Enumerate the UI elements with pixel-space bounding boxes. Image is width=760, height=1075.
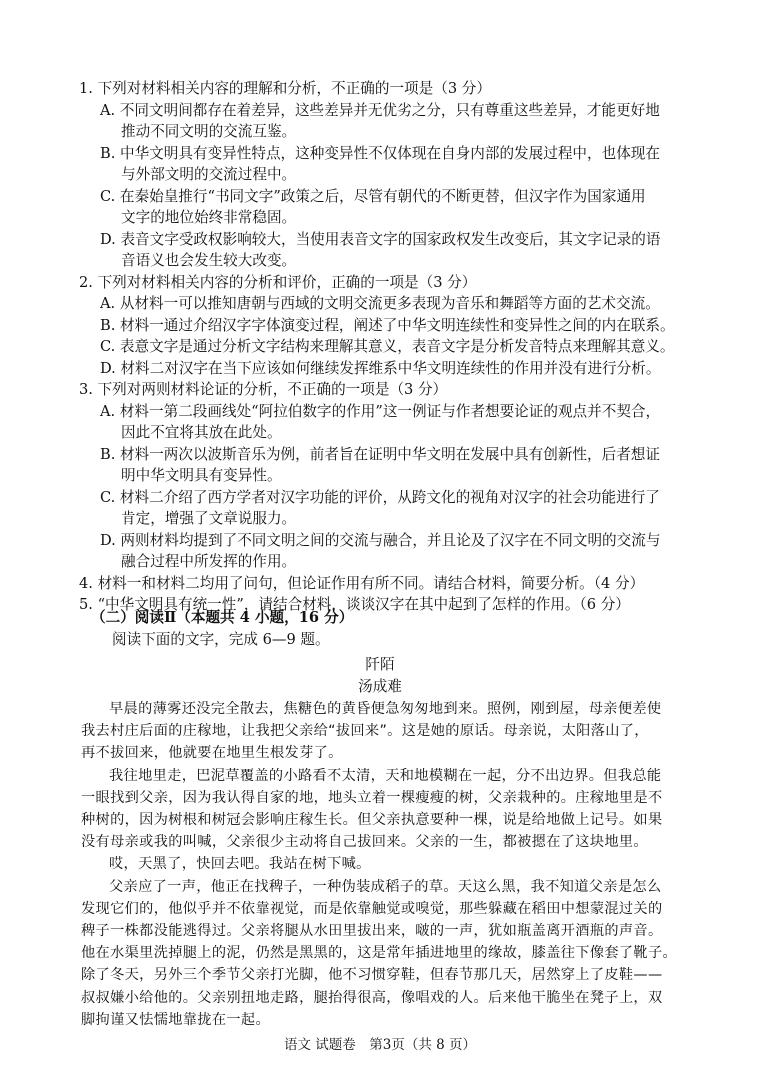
option-line: C. 表意文字是通过分析文字结构来理解其意义，表音文字是分析发音特点来理解其意义。 [100, 338, 675, 355]
option-line: A. 不同文明间都存在着差异，这些差异并无优劣之分，只有尊重这些差异，才能更好地 [100, 101, 660, 119]
section-intro: 阅读下面的文字，完成 6—9 题。 [112, 631, 330, 648]
option-line: D. 表音文字受政权影响较大，当使用表音文字的国家政权发生改变后，其文字记录的语 [100, 230, 661, 248]
article-line: 早晨的薄雾还没完全散去，焦糖色的黄昏便急匆匆地到来。照例，刚到屋，母亲便差使 [109, 701, 662, 717]
article-line: 种树的，因为树根和树冠会影响庄稼生长。但父亲执意要种一棵，说是给地做上记号。如果 [81, 812, 663, 828]
question-stem: 3. 下列对两则材料论证的分析，不正确的一项是（3 分） [79, 381, 448, 398]
section-header: （二）阅读Ⅱ（本题共 4 小题，16 分） [91, 609, 354, 626]
article-author: 汤成难 [358, 678, 402, 695]
question-stem: 2. 下列对材料相关内容的分析和评价，正确的一项是（3 分） [79, 273, 477, 291]
article-line: 再不拔回来，他就要在地里生根发芽了。 [81, 745, 343, 762]
option-continuation: 融合过程中所发挥的作用。 [121, 553, 297, 570]
article-line: 他在水渠里洗掉腿上的泥，仍然是黑黑的，这是常年插进地里的缘故，膝盖往下像套了靴子。 [81, 945, 678, 962]
option-continuation: 音语义也会发生较大改变。 [121, 252, 297, 269]
option-line: B. 中华文明具有变异性特点，这种变异性不仅体现在自身内部的发展过程中，也体现在 [100, 144, 660, 162]
article-line: 一眼找到父亲，因为我认得自家的地，地头立着一棵瘦瘦的树，父亲栽种的。庄稼地里是不 [81, 789, 663, 806]
option-line: D. 两则材料均提到了不同文明之间的交流与融合，并且论及了汉字在不同文明的交流与 [100, 531, 661, 549]
option-line: C. 材料二介绍了西方学者对汉字功能的评价，从跨文化的视角对汉字的社会功能进行了 [100, 488, 660, 506]
question-stem: 1. 下列对材料相关内容的理解和分析，不正确的一项是（3 分） [79, 80, 491, 97]
article-line: 我去村庄后面的庄稼地，让我把父亲给“拔回来”。这是她的原话。母亲说，太阳落山了， [81, 723, 649, 740]
option-line: C. 在秦始皇推行“书同文字”政策之后，尽管有朝代的不断更替，但汉字作为国家通用 [100, 187, 646, 205]
option-line: D. 材料二对汉字在当下应该如何继续发挥维系中华文明连续性的作用并没有进行分析。 [100, 359, 661, 377]
option-continuation: 明中华文明具有变异性。 [121, 467, 282, 484]
option-continuation: 与外部文明的交流过程中。 [121, 166, 297, 183]
page-footer: 语文 试题卷 第3页（共 8 页） [283, 1037, 477, 1053]
option-continuation: 文字的地位始终非常稳固。 [121, 209, 297, 226]
article-line: 发现它们的，他似乎并不依靠视觉，而是依靠触觉或嗅觉，那些躲藏在稻田中想蒙混过关的 [81, 900, 663, 917]
article-title: 阡陌 [365, 656, 395, 673]
article-line: 除了冬天，另外三个季节父亲打光脚，他不习惯穿鞋，但春节那几天，居然穿上了皮鞋—— [81, 967, 663, 984]
option-line: A. 从材料一可以推知唐朝与西域的文明交流更多表现为音乐和舞蹈等方面的艺术交流。 [100, 295, 660, 312]
option-line: B. 材料一两次以波斯音乐为例，前者旨在证明中华文明在发展中具有创新性，后者想证 [100, 445, 660, 463]
article-line: 哎，天黑了，快回去吧。我站在树下喊。 [109, 856, 371, 873]
article-line: 叔叔嫌小给他的。父亲别扭地走路，腿抬得很高，像唱戏的人。后来他干脆坐在凳子上，双 [81, 989, 663, 1006]
option-line: B. 材料一通过介绍汉字字体演变过程，阐述了中华文明连续性和变异性之间的内在联系。 [100, 316, 675, 334]
article-line: 我往地里走，巴泥草覆盖的小路看不太清，天和地模糊在一起，分不出边界。但我总能 [109, 767, 662, 784]
option-continuation: 因此不宜将其放在此处。 [121, 424, 282, 441]
article-line: 父亲应了一声，他正在找稗子，一种伪装成稻子的草。天这么黑，我不知道父亲是怎么 [109, 878, 662, 895]
question-stem: 4. 材料一和材料二均用了问句，但论证作用有所不同。请结合材料，简要分析。（4 分） [79, 574, 645, 592]
article-line: 没有母亲或我的叫喊，父亲很少主动将自己拔回来。父亲的一生，都被摁在了这块地里。 [81, 834, 648, 851]
option-continuation: 推动不同文明的交流互鉴。 [121, 123, 297, 140]
article-line: 脚拘谨又怯懦地靠拢在一起。 [81, 1011, 270, 1028]
question-stem: 5. “中华文明具有统一性”，请结合材料，谈谈汉字在其中起到了怎样的作用。（6 分） [79, 596, 630, 613]
option-continuation: 肯定，增强了文章说服力。 [121, 510, 297, 527]
option-line: A. 材料一第二段画线处“阿拉伯数字的作用”这一例证与作者想要论证的观点并不契合， [100, 402, 661, 420]
article-line: 稗子一株都没能逃得过。父亲将腿从水田里拔出来，啵的一声，犹如瓶盖离开酒瓶的声音。 [81, 923, 663, 939]
